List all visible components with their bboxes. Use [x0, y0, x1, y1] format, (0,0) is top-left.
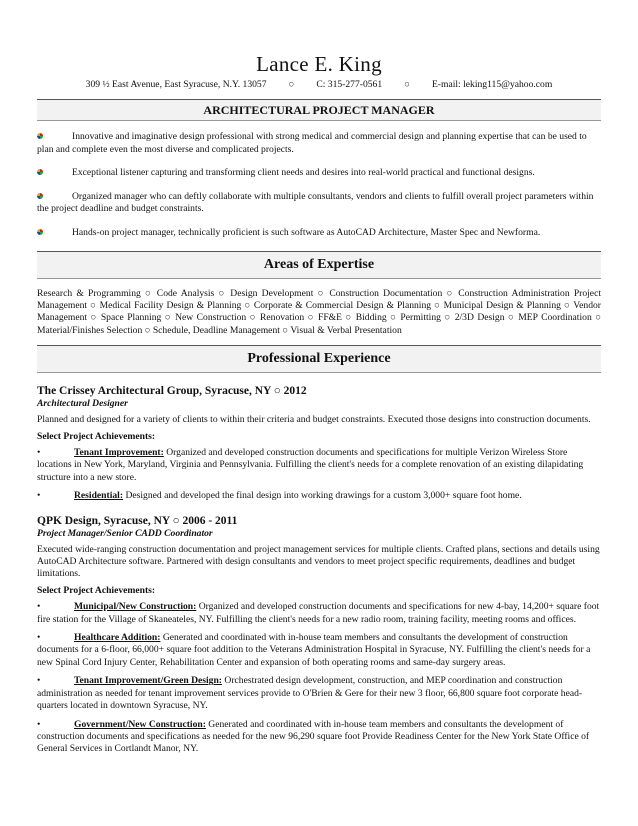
contact-separator: ○: [404, 79, 410, 90]
headline-band: ARCHITECTURAL PROJECT MANAGER: [37, 99, 601, 121]
summary-item: Hands-on project manager, technically proficient is such software as AutoCAD Architecture, Master Spec and Newforma.: [37, 227, 601, 240]
summary-list: [37, 131, 601, 240]
bullet-icon: •: [37, 601, 41, 613]
email: E-mail: leking115@yahoo.com: [431, 79, 553, 90]
experience-heading: Professional Experience: [37, 345, 601, 373]
job-title: QPK Design, Syracuse, NY ○ 2006 - 2011: [37, 514, 238, 527]
colored-bullet-icon: [37, 229, 43, 235]
achievement-label: Government/New Construction:: [74, 718, 206, 730]
achievements-heading: Select Project Achievements:: [37, 584, 156, 596]
colored-bullet-icon: [37, 169, 43, 175]
summary-item: Organized manager who can deftly collaborate with multiple consultants, vendors and clients to fulfill overall project parameters within the project deadline and budget constraints.: [37, 190, 594, 215]
bullet-icon: •: [37, 675, 41, 687]
job-entry: [37, 515, 601, 756]
contact-line: [37, 79, 601, 91]
colored-bullet-icon: [37, 133, 43, 139]
bullet-icon: •: [37, 447, 41, 458]
job-entry: [37, 385, 601, 502]
achievement-item: • Municipal/New Construction: Organized and developed construction documents and specifications for new 4-bay, 14,200+ square foot fire station for the Village of Skaneateles, NY. Fulfilling the client's needs for a new radio room, training facility, meeting rooms and offices.: [37, 601, 600, 625]
achievement-item: • Government/New Construction: Generated and coordinated with in-house team members and consultants the development of construction documents and specifications as needed for the new 96,290 square foot Provide Readiness Center for the New York State Office of General Services in Cortlandt Manor, NY.: [37, 718, 590, 755]
phone: C: 315-277-0561: [316, 79, 383, 90]
bullet-icon: •: [37, 632, 41, 644]
summary-item: Innovative and imaginative design professional with strong medical and commercial design and planning expertise that can be used to plan and complete even the most diverse and complicated projects.: [37, 131, 587, 155]
job-title: The Crissey Architectural Group, Syracuse, NY ○ 2012: [37, 385, 307, 398]
job-role: Project Manager/Senior CADD Coordinator: [37, 527, 213, 539]
achievement-item: • Tenant Improvement: Organized and developed construction documents and specifications for multiple Verizon Wireless Store locations in New York, Maryland, Virginia and Pennsylvania. Fulfilling the client's needs for a complete renovation of an existing dilapidating structure into a new store.: [37, 447, 584, 483]
contact-separator: ○: [288, 79, 295, 90]
achievement-label: Tenant Improvement:: [74, 447, 164, 458]
summary-item: Exceptional listener capturing and transforming client needs and desires into real-world practical and functional designs.: [37, 167, 601, 180]
job-description: Executed wide-ranging construction documentation and project management services for multiple clients. Crafted plans, sections and details using AutoCAD Architecture software. Partnered with design consultants and vendors to meet project specific requirements, deadlines and budget limitations.: [37, 543, 600, 580]
job-description: Planned and designed for a variety of clients to within their criteria and budget constraints. Executed those designs into construction documents.: [37, 414, 591, 426]
achievement-item: • Tenant Improvement/Green Design: Orchestrated design development, construction, and MEP coordination and construction administration as needed for tenant improvement services provide to O'Brien & Gere for their new 3 floor, 66,800 square foot corporate head-quarters located in downtown Syracuse, NY.: [37, 675, 583, 712]
address: 309 ½ East Avenue, East Syracuse, N.Y. 13057: [85, 79, 267, 90]
expertise-heading: Areas of Expertise: [37, 251, 601, 279]
achievement-item: • Residential: Designed and developed the final design into working drawings for a custom 3,000+ square foot home.: [37, 490, 522, 502]
job-role: Architectural Designer: [37, 398, 128, 410]
colored-bullet-icon: [37, 193, 43, 199]
achievements-heading: Select Project Achievements:: [37, 430, 156, 442]
achievement-label: Healthcare Addition:: [74, 632, 161, 644]
expertise-text: Research & Programming ○ Code Analysis ○ Design Development ○ Construction Documentation ○ Construction Administration Project Management ○ Medical Facility Design & Planning ○ Corporate & Commercial Design & Planning ○ Municipal Design & Planning ○ Vendor Management ○ Space Planning ○ New Construction ○ Renovation ○ FF&E ○ Bidding ○ Permitting ○ 2/3D Design ○ MEP Coordination ○ Material/Finishes Selection ○ Schedule, Deadline Management ○ Visual & Verbal Presentation: [37, 287, 601, 336]
bullet-icon: •: [37, 718, 41, 730]
achievement-label: Residential:: [74, 490, 124, 502]
achievement-item: • Healthcare Addition: Generated and coordinated with in-house team members and consultants the development of construction documents for a 6-floor, 66,000+ square foot addition to the Veterans Administration Hospital in Syracuse, NY. Fulfilling the client's needs for a new Spinal Cord Injury Center, Rehabilitation Center and expansion of both operating rooms and same-day surgery areas.: [37, 632, 591, 668]
bullet-icon: •: [37, 490, 41, 502]
candidate-name: Lance E. King: [256, 52, 382, 76]
achievement-label: Municipal/New Construction:: [74, 601, 197, 613]
achievement-label: Tenant Improvement/Green Design:: [74, 675, 222, 687]
